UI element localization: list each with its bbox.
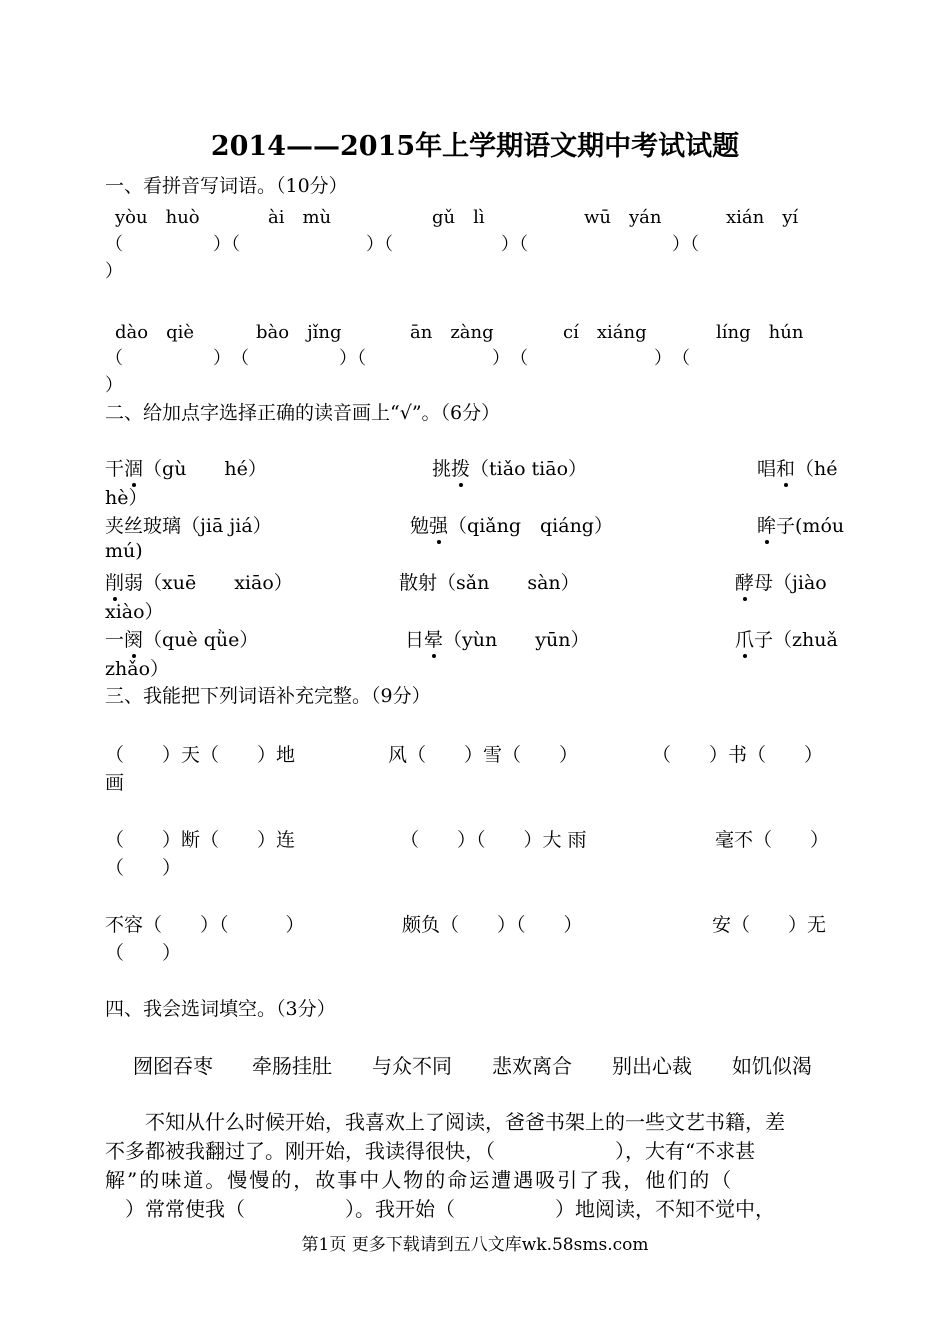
reading-item-wrap: xiào） xyxy=(105,601,164,623)
reading-item-wrap: hè） xyxy=(105,487,148,509)
reading-item: 唱和（hé xyxy=(757,454,838,481)
reading-item: 干涸（gù hé） xyxy=(105,454,267,481)
word-choice: 囫囵吞枣 xyxy=(133,1054,213,1078)
reading-item: 挑拨（tiǎo tiāo） xyxy=(432,454,587,481)
idiom-blank-5: （ ）（ ）大 雨 xyxy=(400,829,587,851)
pinyin-7: bào jǐng xyxy=(256,322,342,343)
reading-item-wrap: mú) xyxy=(105,540,143,562)
passage-line: ）常常使我（ ）。我开始（ ）地阅读，不知不觉中， xyxy=(105,1197,775,1221)
word-choice: 如饥似渴 xyxy=(732,1054,812,1078)
section3-heading: 三、我能把下列词语补充完整。（9分） xyxy=(105,685,431,707)
page-title: 2014——2015年上学期语文期中考试试题 xyxy=(210,131,740,162)
dotted-char: 爪 xyxy=(735,625,754,652)
section4-heading: 四、我会选词填空。（3分） xyxy=(105,998,336,1020)
reading-item: 削弱（xuē xiāo） xyxy=(105,568,293,595)
reading-item: 夹丝玻璃（jiā jiá） xyxy=(105,515,272,537)
idiom-wrap: （ ） xyxy=(105,857,182,879)
pinyin-10: líng hún xyxy=(716,322,804,343)
pinyin-8: ān zàng xyxy=(410,322,494,343)
reading-item: 一阕（què qǜe） xyxy=(105,625,258,652)
section1-heading: 一、看拼音写词语。（10分） xyxy=(105,175,348,197)
reading-item: 勉强（qiǎng qiáng） xyxy=(410,511,613,538)
idiom-blank-3: （ ）书（ ） xyxy=(652,744,824,766)
word-choice: 与众不同 xyxy=(372,1054,452,1078)
pinyin-6: dào qiè xyxy=(115,322,195,343)
pinyin-1: yòu huò xyxy=(115,207,200,228)
reading-item: 爪子（zhuǎ xyxy=(735,625,838,652)
dotted-char: 晕 xyxy=(424,625,443,652)
passage-line: 不知从什么时候开始，我喜欢上了阅读，爸爸书架上的一些文艺书籍，差 xyxy=(105,1110,785,1134)
idiom-blank-9: 安（ ）无 xyxy=(712,914,827,936)
dotted-char: 涸 xyxy=(124,454,143,481)
dotted-char: 拨 xyxy=(451,454,470,481)
passage-line: 不多都被我翻过了。刚开始，我读得很快，（ ），大有“不求甚 xyxy=(105,1139,756,1163)
page-footer: 第1页 更多下载请到五八文库wk.58sms.com xyxy=(301,1235,649,1255)
reading-item: 眸子(móu xyxy=(757,511,844,538)
dotted-char: 和 xyxy=(776,454,795,481)
pinyin-4: wū yán xyxy=(584,207,662,228)
dotted-char: 强 xyxy=(429,511,448,538)
idiom-blank-8: 颇负（ ）（ ） xyxy=(402,914,583,936)
passage-line: 解”的味道。慢慢的，故事中人物的命运遭遇吸引了我，他们的（ xyxy=(105,1168,734,1192)
idiom-blank-2: 风（ ）雪（ ） xyxy=(388,744,579,766)
pinyin-3: gǔ lì xyxy=(432,207,485,228)
idiom-wrap: （ ） xyxy=(105,942,182,964)
answer-brackets-row1-wrap: ） xyxy=(105,261,123,282)
word-choice: 悲欢离合 xyxy=(492,1054,572,1078)
word-choice: 牵肠挂肚 xyxy=(252,1054,332,1078)
idiom-blank-4: （ ）断（ ）连 xyxy=(105,829,296,851)
reading-item: 日晕（yùn yūn） xyxy=(405,625,589,652)
dotted-char: 眸 xyxy=(757,511,776,538)
reading-item: 散射（sǎn sàn） xyxy=(399,572,580,594)
reading-item-wrap: zhǎo） xyxy=(105,658,170,680)
idiom-blank-7: 不容（ ）（ ） xyxy=(105,914,305,936)
pinyin-2: ài mù xyxy=(268,207,332,228)
dotted-char: 阕 xyxy=(124,625,143,652)
idiom-wrap: 画 xyxy=(105,772,125,794)
idiom-blank-1: （ ）天（ ）地 xyxy=(105,744,296,766)
answer-brackets-row2: （ ） （ ）（ ） （ ） （ xyxy=(105,348,690,369)
answer-brackets-row1: （ ）（ ）（ ）（ ）（ xyxy=(105,234,699,255)
dotted-char: 削 xyxy=(105,568,124,595)
dotted-char: 酵 xyxy=(735,568,754,595)
section2-heading: 二、给加点字选择正确的读音画上“√”。（6分） xyxy=(105,402,501,424)
pinyin-9: cí xiáng xyxy=(563,322,647,343)
pinyin-5: xián yí xyxy=(726,207,799,228)
answer-brackets-row2-wrap: ） xyxy=(105,375,123,396)
reading-item: 酵母（jiào xyxy=(735,568,827,595)
word-choice: 别出心裁 xyxy=(612,1054,692,1078)
idiom-blank-6: 毫不（ ） xyxy=(715,829,830,851)
